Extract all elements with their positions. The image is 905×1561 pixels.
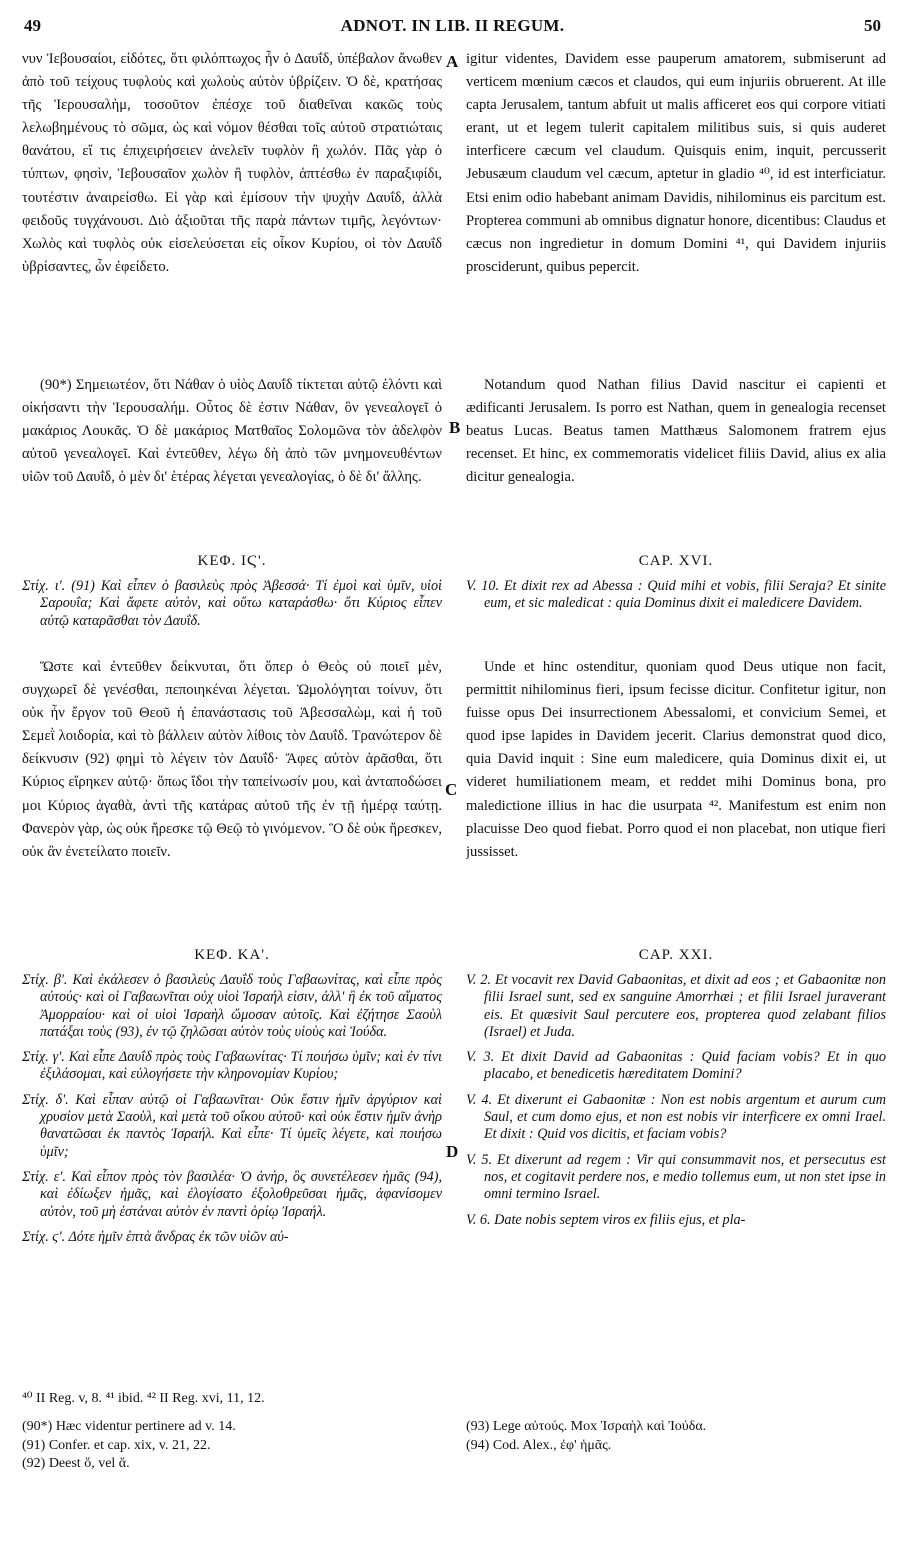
latin-chapter16-heading-box bbox=[466, 550, 886, 572]
greek-verse: Στίχ. ε'. Καὶ εἶπον πρὸς τὸν βασιλέα· Ὁ ἀνὴρ, ὃς συνετέλεσεν ἡμᾶς (94), καὶ ἐδίωξεν ἡμᾶς, καὶ ἐλογίσατο ἐξολοθρεῦσαι ἡμᾶς, ἀφανίσομεν αὐτὸν, τοῦ μὴ ἑστάναι αὐτὸν ἐν παντὶ ὁρίῳ Ἰσραήλ. bbox=[22, 1168, 442, 1220]
greek-chapter16-verse-box bbox=[22, 578, 442, 654]
latin-chapter21-heading-box bbox=[466, 944, 886, 966]
margin-marker-a: A bbox=[446, 52, 459, 71]
greek-chapter16-commentary: Ὥστε καὶ ἐντεῦθεν δείκνυται, ὅτι ὅπερ ὁ Θεὸς οὐ ποιεῖ μὲν, συγχωρεῖ δὲ γενέσθαι, πεποιηκέναι λέγεται. Ὡμολόγηται τοίνυν, ὅτι οὐκ ἦν ἔργον τοῦ Θεοῦ ἡ ἐπανάστασις τοῦ Ἀβεσσαλὼμ, καὶ ἡ τοῦ Σεμεῒ λοιδορία, καὶ τὸ βάλλειν αὐτὸν λίθοις τὸν Δαυΐδ. Τρανώτερον δὲ δείκνυσιν (92) φημὶ τὸ λέγειν τὸν Δαυΐδ· Ἄφες αὐτὸν ἀρᾶσθαι, ὅτι Κύριος εἴρηκεν αὐτῷ· ὅπως ἴδοι τὴν ταπείνωσίν μου, καὶ ἀνταποδώσει μοι Κύριος ἀγαθὰ, ἀντὶ τῆς κατάρας αὐτοῦ τῆς ἐν τῇ ἡμέρᾳ ταύτῃ. Φανερὸν γὰρ, ὡς οὐκ ἤρεσκε τῷ Θεῷ τὸ γινόμενον. Ὃ δὲ οὐκ ἤρεσκεν, οὐκ ἂν ἐνετείλατο ποιεῖν. bbox=[22, 659, 442, 860]
greek-verse: Στίχ. δ'. Καὶ εἶπαν αὐτῷ οἱ Γαβαωνῖται· Οὐκ ἔστιν ἡμῖν ἀργύριον καὶ χρυσίον μετὰ Σαοὺλ, καὶ μετὰ τοῦ οἴκου αὐτοῦ· καὶ οὐκ ἔστιν ἡμῖν ἀνὴρ θανατῶσαι ἐκ παντὸς Ἰσραήλ. Καὶ εἶπε· Τί ὑμεῖς λέγετε, καὶ ποιήσω ὑμῖν; bbox=[22, 1091, 442, 1160]
footnote: (90*) Hæc videntur pertinere ad v. 14. bbox=[22, 1419, 236, 1434]
latin-chapter16-verse-box bbox=[466, 578, 886, 654]
latin-note-block bbox=[466, 374, 886, 514]
margin-marker-c: C bbox=[445, 780, 458, 799]
greek-chapter16-heading-box bbox=[22, 550, 442, 572]
latin-chapter21-verses bbox=[466, 972, 886, 1384]
margin-marker-b: B bbox=[449, 418, 461, 437]
page-number-right: 50 bbox=[864, 16, 881, 35]
greek-chapter16-heading: ΚΕΦ. ΙϚ'. bbox=[197, 553, 267, 569]
footnote: (93) Lege αὐτούς. Mox Ἰσραὴλ καὶ Ἰούδα. bbox=[466, 1419, 707, 1434]
footnotes-right bbox=[466, 1418, 886, 1455]
greek-chapter16-verse: Στίχ. ι'. (91) Καὶ εἶπεν ὁ βασιλεὺς πρὸς Ἀβεσσά· Τί ἐμοὶ καὶ ὑμῖν, υἱοὶ Σαρουΐα; Καὶ ἄφετε αὐτὸν, καὶ οὕτω καταράσθω· ὅτι Κύριος εἶπεν αὐτῷ καταρᾶσθαι τὸν Δαυΐδ. bbox=[22, 578, 442, 629]
latin-chapter16-heading: CAP. XVI. bbox=[638, 553, 714, 569]
latin-chapter16-commentary: Unde et hinc ostenditur, quoniam quod Deus utique non facit, permittit nihilominus fieri, ipsum fecisse dicitur. Confitetur igitur, non fuisse opus Dei insurrectionem Abessalomi, et convicium Semei, et quod ipse lapides in Davidem jecerit. Clarius demonstrat quod dico, quia David inquit : Sine eum maledicere, quia Dominus dixit ei, ut videret humiliationem meam, et reddet mihi Dominus bona, pro maledictione illius in hac die usurpata ⁴². Manifestum est enim non placuisse Deo quod fiebat. Porro quod ei non placebat, non utique fieri jussisset. bbox=[466, 659, 886, 860]
scripture-refs bbox=[22, 1390, 442, 1409]
running-header bbox=[24, 16, 881, 40]
page-number-left: 49 bbox=[24, 16, 41, 35]
greek-verse: Στίχ. ϛ'. Δότε ἡμῖν ἑπτὰ ἄνδρας ἐκ τῶν υἱῶν αὐ- bbox=[22, 1228, 289, 1245]
latin-verse: V. 6. Date nobis septem viros ex filiis ejus, et pla- bbox=[466, 1211, 746, 1228]
greek-chapter16-commentary-box bbox=[22, 656, 442, 934]
latin-verse: V. 4. Et dixerunt ei Gabaonitæ : Non est nobis argentum et aurum cum Saul, et cum domo ejus, et non est nobis vir interficere ex omni Irael. Et dixit : Quid vos dicitis, et faciam vobis? bbox=[466, 1091, 886, 1143]
latin-chapter21-heading: CAP. XXI. bbox=[638, 947, 714, 963]
latin-chapter16-verse: V. 10. Et dixit rex ad Abessa : Quid mihi et vobis, filii Seraja? Et sinite eum, et sic maledicat : quia Dominus dixit ei maledicere Davidem. bbox=[466, 578, 886, 612]
latin-intro-block bbox=[466, 48, 886, 370]
latin-verse: V. 5. Et dixerunt ad regem : Vir qui consummavit nos, et persecutus est nos, et cogitavit perdere nos, e medio tollemus eum, ut non stet ipse in omni termino Israel. bbox=[466, 1151, 886, 1203]
greek-note-block bbox=[22, 374, 442, 536]
latin-note-paragraph: Notandum quod Nathan filius David nascitur ei capienti et ædificanti Jerusalem. Is porro est Nathan, quem in genealogia recenset beatus Lucas. Beatus tamen Matthæus Salomonem fratrem ejus recenset. Et hinc, ex commemoratis videlicet filiis David, alius ex alia dicitur genealogia. bbox=[466, 377, 886, 486]
footnote: (94) Cod. Alex., ἐφ' ἡμᾶς. bbox=[466, 1437, 612, 1453]
footnote: (92) Deest ὅ, vel ἅ. bbox=[22, 1456, 130, 1471]
greek-chapter21-heading-box bbox=[22, 944, 442, 966]
margin-marker-d: D bbox=[446, 1142, 459, 1161]
latin-intro-paragraph: igitur videntes, Davidem esse pauperum amatorem, submiserunt ad verticem mœnium cæcos et claudos, qui eum injuriis obruerent. At ille capta Jerusalem, tantum abfuit ut malis afficeret eos qui corpore vitiati erant, ut et legem tulerit capitalem militibus suis, si quis auderet interficere cæcum vel claudum. Quisquis enim, inquit, percusserit Jebusæum claudum vel cæcum, aptetur in gladio ⁴⁰, id est interficiatur. Etsi enim odio habebant animam Davidis, nihilominus eis parcitum est. Propterea communi ab omnibus dignatur honore, dicentibus: Claudus et cæcus non ingredietur in domum Domini ⁴¹, qui Davidem injuriis prosciderunt, quibus pepercit. bbox=[466, 51, 886, 275]
greek-intro-paragraph: νυν Ἰεβουσαίοι, εἰδότες, ὅτι φιλόπτωχος ἦν ὁ Δαυΐδ, ὑπέβαλον ἄνωθεν ἀπὸ τοῦ τείχους τυφλοὺς καὶ χωλοὺς αὐτὸν ὑβρίζειν. Ὁ δὲ, κρατήσας τῆς Ἱερουσαλὴμ, τοσοῦτον ἐπέσχε τοῦ διαθεῖναι κακῶς τοὺς λελωβημένους τὸ σῶμα, ὡς καὶ νόμον θέσθαι τοῖς αὐτοῦ στρατιώταις θανάτου, εἴ τις ἐπιχειρήσειεν ἀνελεῖν τυφλὸν ἢ χωλόν. Πᾶς γὰρ ὁ τύπτων, φησὶν, Ἰεβουσαῖον χωλὸν ἢ τυφλὸν, ἁπτέσθω ἐν παραξιφίδι, τουτέστιν ἀναιρείσθω. Εἰ γὰρ καὶ ἐμίσουν τὴν ψυχὴν Δαυΐδ, ἀλλὰ φειδοῦς τυγχάνουσι. Διὸ ἀξιοῦται τῆς παρὰ πάντων τιμῆς, λεγόντων· Χωλὸς καὶ τυφλὸς οὐκ εἰσελεύσεται εἰς οἶκον Κυρίου, οἱ τὸν Δαυΐδ ὑβρίσαντες, ὧν ἐφείδετο. bbox=[22, 51, 442, 275]
latin-verse: V. 2. Et vocavit rex David Gabaonitas, et dixit ad eos ; et Gabaonitæ non filii Israel sunt, sed ex sanguine Amorrhæi ; et filii Israel juraverant eis. Et quæsivit Saul percutere eos, propterea quod zelabant filios (Israel) et Juda. bbox=[466, 972, 886, 1040]
footnote: (91) Confer. et cap. xix, v. 21, 22. bbox=[22, 1437, 211, 1453]
running-title: ADNOT. IN LIB. II REGUM. bbox=[340, 16, 565, 35]
greek-note-paragraph: (90*) Σημειωτέον, ὅτι Νάθαν ὁ υἱὸς Δαυΐδ τίκτεται αὐτῷ ἑλόντι καὶ οἰκήσαντι τὴν Ἱερουσαλήμ. Οὗτος δὲ ἐστιν Νάθαν, ὃν γενεαλογεῖ ὁ μακάριος Λουκᾶς. Ὁ δὲ μακάριος Ματθαῖος Σολομῶνα τὸν ἀδελφὸν αὐτοῦ γενεαλογεῖ. Καὶ ἐντεῦθεν, λέγω δὴ ἀπὸ τῶν μνημονευθέντων υἱῶν τοῦ Δαυΐδ, ὁ μὲν δι' ἑτέρας λέγεται γενεαλογίας, ὁ δὲ δι' ἄλλης. bbox=[22, 377, 442, 486]
latin-chapter16-commentary-box bbox=[466, 656, 886, 934]
greek-intro-block bbox=[22, 48, 442, 370]
greek-chapter21-heading: ΚΕΦ. ΚΑ'. bbox=[194, 947, 270, 963]
footnotes-left bbox=[22, 1418, 442, 1474]
greek-chapter21-verses bbox=[22, 972, 442, 1384]
latin-verse: V. 3. Et dixit David ad Gabaonitas : Quid faciam vobis? Et in quo placabo, et benedicetis hæreditatem Domini? bbox=[466, 1049, 886, 1083]
scripture-refs-line: ⁴⁰ II Reg. v, 8. ⁴¹ ibid. ⁴² II Reg. xvi, 11, 12. bbox=[22, 1391, 265, 1406]
greek-verse: Στίχ. γ'. Καὶ εἶπε Δαυΐδ πρὸς τοὺς Γαβαωνίτας· Τί ποιήσω ὑμῖν; καὶ ἐν τίνι ἐξιλάσομαι, καὶ εὐλογήσετε τὴν κληρονομίαν Κυρίου; bbox=[22, 1049, 442, 1083]
greek-verse: Στίχ. β'. Καὶ ἐκάλεσεν ὁ βασιλεὺς Δαυΐδ τοὺς Γαβαωνίτας, καὶ εἶπε πρὸς αὐτούς· καὶ οἱ Γαβαωνῖται οὐχ υἱοὶ Ἰσραήλ εἰσιν, ἀλλ' ἢ ἐκ τοῦ αἵματος Ἀμορραίου· καὶ οἱ υἱοὶ Ἰσραὴλ ὤμοσαν αὐτοῖς. Καὶ ἐζήτησε Σαοὺλ πατάξαι τοὺς (93), ἐν τῷ ζηλῶσαι αὐτὸν τοὺς υἱοὺς καὶ Ἰούδα. bbox=[22, 972, 442, 1040]
